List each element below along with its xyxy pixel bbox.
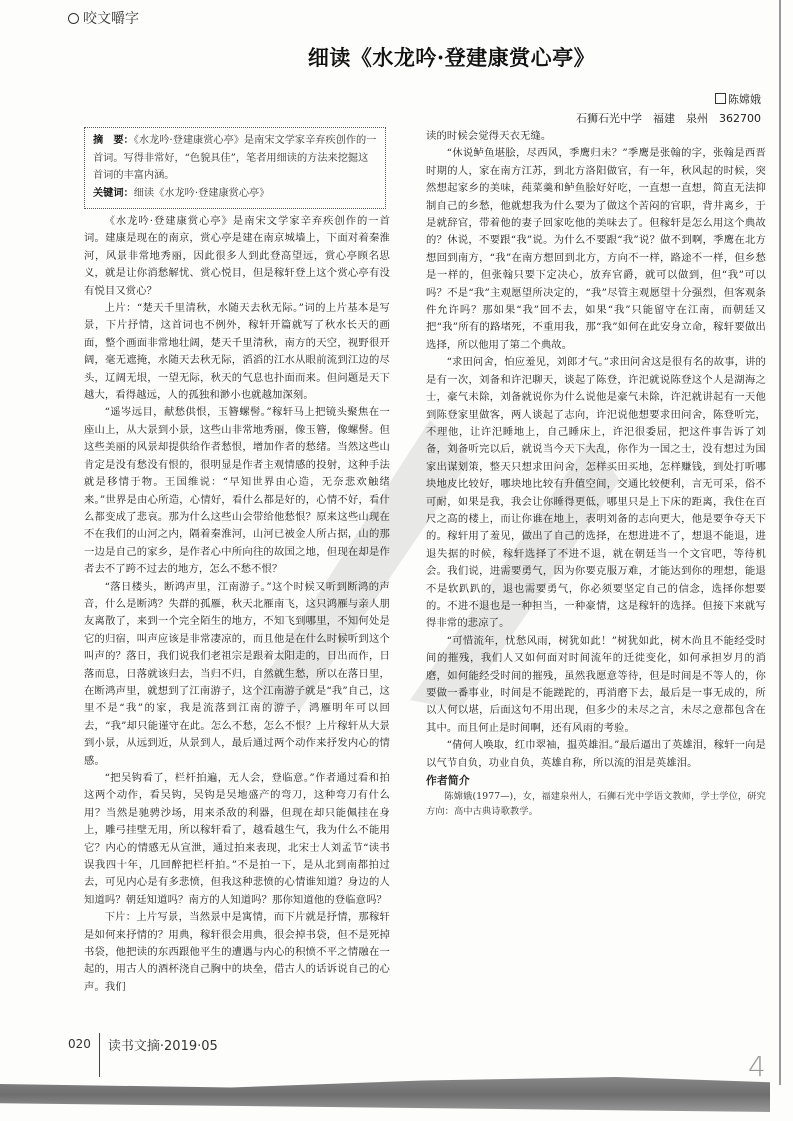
keywords-text: 细读《水龙吟·登建康赏心亭》 (133, 187, 270, 199)
section-tag (68, 8, 139, 28)
section-name: 咬文嚼字 (83, 11, 139, 27)
paragraph-continuation: 读的时候会觉得天衣无缝。 (426, 130, 552, 142)
paragraph: “休说鲈鱼堪脍，尽西风，季鹰归未？”季鹰是张翰的字，张翰是西晋时期的人，家在南方江苏，到北方洛阳做官，有一年，秋风起的时候，突然想起家乡的美味，莼菜羹和鲈鱼脍好好吃，一直想一直想，简直无法抑制自己的乡愁，他就想我为什么要为了做这个苦闷的官职，背井离乡，于是就辞官，带着他的妻子回家吃他的美味去了。但稼轩是怎么用这个典故的？休说，不要跟“我”说。为什么不要跟“我”说？做不到啊，季鹰在北方想回到南方，“我”在南方想回到北方，方向不一样，路途不一样，但乡愁是一样的，但张翰只要下定决心，放弃官爵，就可以做到，但“我”可以吗？不是“我”主观愿望所决定的，“我”尽管主观愿望十分强烈，但客观条件允许吗？那如果“我”回不去，如果“我”只能留守在江南，而朝廷又把“我”所有的路堵死，不重用我，那“我”如何在此安身立命，稼轩要做出选择，所以他用了第二个典故。 (426, 147, 766, 351)
byline (576, 90, 761, 128)
handwritten-mark: 4 (748, 1050, 766, 1083)
column-left (84, 213, 390, 996)
journal-issue: 读书文摘·2019·05 (107, 1039, 218, 1054)
paragraph: “遥岑远目，献愁供恨，玉簪螺髻。”稼轩马上把镜头聚焦在一座山上，从大景到小景，这些山非常地秀丽，像玉簪，像螺髻。但这些美丽的风景却提供给作者愁恨，增加作者的愁绪。当然这些山肯定是没有愁没有恨的，很明显是作者主观情感的投射，这种手法就是移情于物。王国维说：“早知世界由心造，无奈悲欢触绪来。”世界是由心所造，心情好，看什么都是好的，心情不好，看什么都变成了悲哀。那为什么这些山会带给他愁恨？原来这些山现在不在我们的山河之内，隔着秦淮河，山河已被金人所占据，山的那一边是自己的家乡，是作者心中所向往的故国之地，但现在却是作者去不了跨不过去的地方，怎么不愁不恨？ (84, 406, 390, 576)
page-footer (68, 1033, 218, 1077)
abstract-text: 《水龙吟·登建康赏心亭》是南宋文学家辛弃疾创作的一首词。写得非常好，“色貌具佳”，笔者用细读的方法来挖掘这首词的丰富内涵。 (93, 135, 377, 181)
paragraph: 《水龙吟·登建康赏心亭》是南宋文学家辛弃疾创作的一首词。建康是现在的南京，赏心亭是建在南京城墙上，下面对着秦淮河，风景非常地秀丽，因此很多人到此登高望远，赏心亭顾名思义，就是让你消愁解忧、赏心悦目，但是稼轩登上这个赏心亭有没有悦目又赏心？ (84, 215, 390, 297)
article-title: 细读《水龙吟·登建康赏心亭》 (307, 45, 596, 70)
paragraph: “可惜流年，忧愁风雨，树犹如此！”树犹如此，树木尚且不能经受时间的摧残，我们人又如何面对时间流年的迁徙变化，如何承担岁月的消磨，如何能经受时间的摧残，虽然我愿意等待，但是时间是不等人的，你要做一番事业，时间是不能蹉跎的，再消磨下去，最后是一事无成的，所以人何以堪，后面这句不用出现，但多少的未尽之言，未尽之意都包含在其中。而且何止是时间啊，还有风雨的考验。 (426, 634, 766, 734)
paragraph: “落日楼头，断鸿声里，江南游子。”这个时候又听到断鸿的声音，什么是断鸿？失群的孤雁，秋天北雁南飞，这只鸿雁与亲人朋友离散了，来到一个完全陌生的地方，不知飞到哪里，不知何处是它的归宿，叫声应该是非常凄凉的，而且他是在什么时候听到这个叫声的？落日，我们说我们老祖宗是跟着太阳走的，日出而作，日落而息，日落就该归去，当归不归，自然就生愁，所以在落日里，在断鸿声里，就想到了江南游子，这个江南游子就是“我”自己，这里不是“我”的家，我是流落到江南的游子，鸿雁明年可以回去，“我”却只能谨守在此。怎么不愁，怎么不恨？上片稼轩从大景到小景，从远到近，从景到人，最后通过两个动作来抒发内心的情感。 (84, 580, 390, 767)
author-bio: 陈嫦娥(1977—)，女，福建泉州人，石狮石光中学语文教师，学士学位，研究方向：高中古典诗歌教学。 (426, 791, 766, 818)
page-edge (779, 0, 781, 1085)
keywords-label: 关键词： (93, 187, 134, 199)
scan-shadow (0, 1077, 770, 1112)
author-bio-heading: 作者简介 (426, 774, 470, 788)
author-affiliation: 石狮石光中学 福建 泉州 362700 (576, 112, 761, 125)
page-number: 020 (68, 1037, 91, 1051)
abstract-label: 摘 要： (93, 135, 134, 146)
paragraph: “把吴钩看了，栏杆拍遍，无人会，登临意。”作者通过看和拍这两个动作，看吴钩，吴钩是吴地盛产的弯刀，这种弯刀有什么用？当然是驰骋沙场，用来杀敌的利器，但现在却只能佩挂在身上，雕弓挂壁无用，所以稼轩看了，越看越生气，我为什么不能用它？内心的情感无从宣泄，通过拍来表现，北宋士人刘孟节“读书误我四十年，几回醉把栏杆拍。”不是拍一下，是从北到南都拍过去，可见内心是有多悲愤，但我这种悲愤的心情谁知道？身边的人知道吗？朝廷知道吗？南方的人知道吗？那你知道他的登临意吗？ (84, 772, 390, 906)
circle-bullet-icon (68, 13, 79, 24)
author-name: 陈嫦娥 (728, 93, 761, 106)
column-right (426, 128, 766, 819)
abstract-box (84, 127, 386, 209)
paragraph: 上片：“楚天千里清秋，水随天去秋无际。”词的上片基本是写景，下片抒情，这首词也不例外，稼轩开篇就写了秋水长天的画面，整个画面非常地壮阔，楚天千里清秋，南方的天空，视野很开阔，毫无遮掩，水随天去秋无际，滔滔的江水从眼前流到江边的尽头，辽阔无垠，一望无际，秋天的气息也扑面而来。但问题是天下越大，看得越远，人的孤独和渺小也就越加深刻。 (84, 302, 390, 402)
paragraph: 下片：上片写景，当然景中是寓情，而下片就是抒情，那稼轩是如何来抒情的？用典，稼轩很会用典，很会掉书袋，但不是死掉书袋，他把读的东西跟他平生的遭遇与内心的积愤不平之情融在一起的，用古人的酒杯浇自己胸中的块垒，借古人的话诉说自己的心声。我们 (84, 911, 390, 993)
paragraph: “倩何人唤取，红巾翠袖，揾英雄泪。”最后逼出了英雄泪，稼轩一向是以气节自负，功业自负，英雄自称，所以流的泪是英雄泪。 (426, 739, 766, 769)
paragraph: “求田问舍，怕应羞见，刘郎才气。”求田问舍这是很有名的故事，讲的是有一次，刘备和许汜聊天，谈起了陈登，许汜就说陈登这个人是湖海之士，豪气未除，刘备就说你为什么说他是豪气未除，许汜就讲起有一天他到陈登家里做客，两人谈起了志向，许汜说他想要求田问舍，陈登听完，不理他，让许汜睡地上，自己睡床上，许汜很委屈，把这件事告诉了刘备，刘备听完以后，就说当今天下大乱，你作为一国之士，没有想过为国家出谋划策，整天只想求田问舍，怎样买田买地，怎样赚钱，到处打听哪块地皮比较好，哪块地比较有升值空间，交通比较便利，言无可采，俗不可耐，如果是我，我会让你睡得更低，哪里只是上下床的距离，我住在百尺之高的楼上，而让你谁在地上，表明刘备的志向更大，他是要争夺天下的。稼轩用了羞见，做出了自己的选择，在想进进不了，想退不能退，进退失据的时候，稼轩选择了不进不退，就在朝廷当一个文官吧，等待机会。我们说，进需要勇气，因为你要克服万难，才能达到你的理想，能退不是软趴趴的，退也需要勇气，你必须要坚定自己的信念，选择你想要的。不进不退也是一种担当，一种豪情，这是稼轩的选择。但接下来就写得非常的悲凉了。 (426, 356, 766, 630)
box-marker-icon (715, 93, 726, 104)
